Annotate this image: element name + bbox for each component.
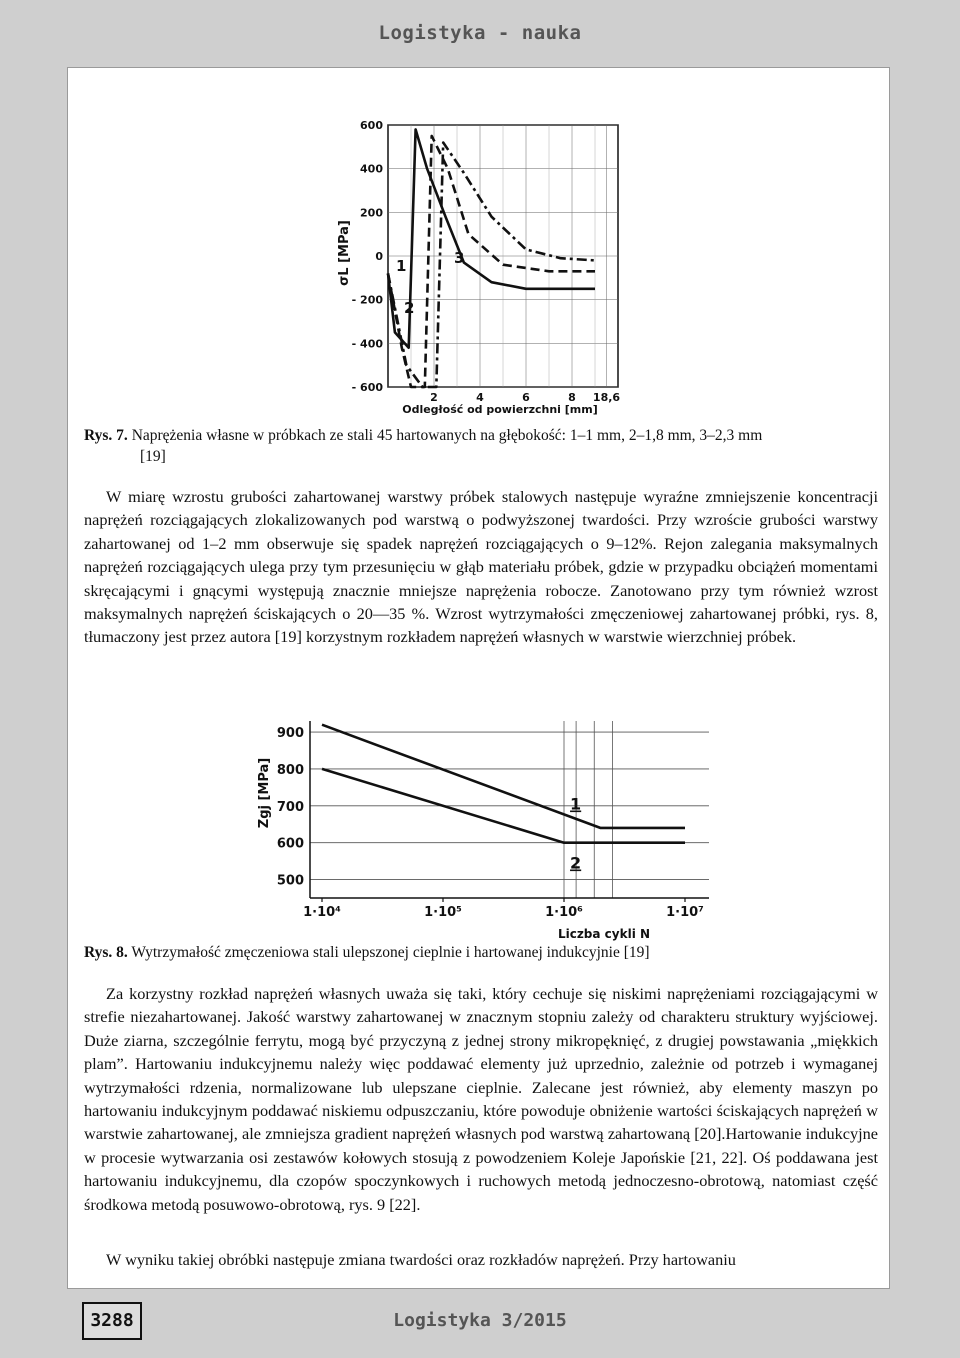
journal-header: Logistyka - nauka: [378, 22, 582, 44]
paragraph-1: W miarę wzrostu grubości zahartowanej warstwy próbek stalowych następuje wyraźne zmniejszenie koncentracji naprężeń rozciągających zlokalizowanych pod warstwą o podwyższonej twardości. Przy wzroście grubości warstwy zahartowanej od 1–2 mm obserwuje się spadek naprężeń rozciągających o 9–12%. Rejon zalegania maksymalnych naprężeń rozciągających ulega przy tym przesunięciu w głąb materiału próbek, gdzie w przypadku obciążeń momentami skręcającymi i gnącymi występują znacznie mniejsze naprężenia robocze. Zanotowano przy tym również wzrost maksymalnych naprężeń ściskających o 20—35 %. Wzrost wytrzymałości zmęczeniowej zahartowanej próbki, rys. 8, tłumaczony jest przez autora [19] korzystnym rozkładem naprężeń własnych w warstwie wierzchniej próbek.: [84, 487, 878, 647]
figure-8-caption-text: Wytrzymałość zmęczeniowa stali ulepszonej cieplnie i hartowanej indukcyjnie [19]: [131, 944, 650, 961]
rys8-x-tick-label: 1·10⁴: [303, 905, 341, 920]
rys7-series-3-line: [388, 143, 595, 388]
rys7-y-label: σL [MPa]: [337, 220, 352, 286]
rys7-y-tick-label: 200: [360, 206, 383, 220]
rys7-x-tick-label: 6: [522, 391, 530, 404]
rys8-x-tick-label: 1·10⁶: [545, 905, 583, 920]
rys7-y-tick-label: - 600: [351, 381, 383, 394]
page-sheet: [67, 67, 890, 1289]
rys8-x-tick-label: 1·10⁷: [666, 905, 704, 920]
rys7-x-tick-label: 2: [430, 391, 438, 404]
paragraph-3: W wyniku takiej obróbki następuje zmiana twardości oraz rozkładów naprężeń. Przy hartowaniu: [106, 1250, 736, 1269]
rys8-y-tick-label: 900: [276, 726, 304, 742]
rys7-y-tick-label: - 200: [351, 293, 383, 307]
rys7-y-tick-label: 400: [360, 162, 383, 176]
rys7-curve-label-1: 1: [396, 257, 407, 275]
rys7-curve-label-3: 3: [454, 249, 465, 267]
rys8-x-label: Liczba cykli N: [557, 927, 651, 941]
paragraph-2: Za korzystny rozkład naprężeń własnych uważa się taki, który cechuje się niskimi naprężeniami rozciągającymi w strefie niezahartowanej. Jakość warstwy zahartowanej w znacznym stopniu zależy od charakteru struktury wyjściowej. Duże ziarna, szczególnie ferrytu, mogą być przyczyną z jednej strony mikropęknięć, z drugiej powstawania „miękkich plam”. Hartowaniu indukcyjnemu należy więc poddawać elementy już uprzednio, zależnie od potrzeb i wymaganej wytrzymałości rdzenia, normalizowane lub ulepszane cieplnie. Zalecane jest również, aby elementy maszyn po hartowaniu indukcyjnym poddawać niskiemu odpuszczaniu, które powoduje obniżenie wartości ściskających naprężeń w warstwie zahartowanej, ale zmniejsza gradient naprężeń własnych pod warstwą zahartowaną [20].Hartowanie indukcyjne w procesie wytwarzania osi zestawów kołowych stosują z powodzeniem Koleje Japońskie [21, 22]. Oś poddawana jest hartowaniu indukcyjnemu, dla czopów spoczynkowych i ruchowych metodą jednoczesno-obrotową, natomiast część środkowa metodą posuwowo-obrotową, rys. 9 [22].: [84, 984, 878, 1214]
figure-7-caption: [84, 425, 874, 467]
figure-8-caption: [84, 942, 874, 963]
figure-7-caption-lead: Rys. 7.: [84, 427, 128, 444]
figure-8-caption-lead: Rys. 8.: [84, 944, 128, 961]
rys8-y-tick-label: 800: [276, 762, 304, 778]
rys7-x-tick-label: 18,6: [592, 391, 621, 404]
rys8-y-tick-label: 700: [276, 799, 304, 815]
rys8-x-tick-label: 1·10⁵: [424, 905, 462, 920]
figure-8-chart: [254, 713, 724, 943]
rys7-x-tick-label: 4: [476, 391, 484, 404]
rys8-y-label: Zgj [MPa]: [257, 757, 272, 829]
rys7-series-1-line: [388, 129, 595, 347]
rys7-y-tick-label: - 400: [351, 337, 383, 351]
rys8-curve-label-2: 2: [570, 853, 582, 873]
figure-7-chart: [330, 113, 630, 423]
rys7-y-tick-label: 0: [375, 250, 383, 263]
rys8-y-tick-label: 600: [276, 836, 304, 852]
rys7-y-tick-label: 600: [360, 119, 383, 132]
issue-title: Logistyka 3/2015: [393, 1310, 567, 1331]
rys7-x-tick-label: 8: [568, 391, 576, 404]
figure-7-caption-text: Naprężenia własne w próbkach ze stali 45 hartowanych na głębokość: 1–1 mm, 2–1,8 mm, 3–2,3 mm: [131, 427, 763, 444]
rys7-x-label: Odległość od powierzchni [mm]: [402, 403, 598, 416]
rys7-series-2-line: [388, 136, 595, 387]
rys8-series-1-line: [322, 725, 685, 828]
rys7-curve-label-2: 2: [404, 299, 415, 317]
rys8-curve-label-1: 1: [570, 794, 582, 814]
page-number: 3288: [82, 1302, 142, 1340]
rys8-y-tick-label: 500: [276, 873, 304, 889]
figure-7-caption-cont: [19]: [140, 448, 166, 465]
